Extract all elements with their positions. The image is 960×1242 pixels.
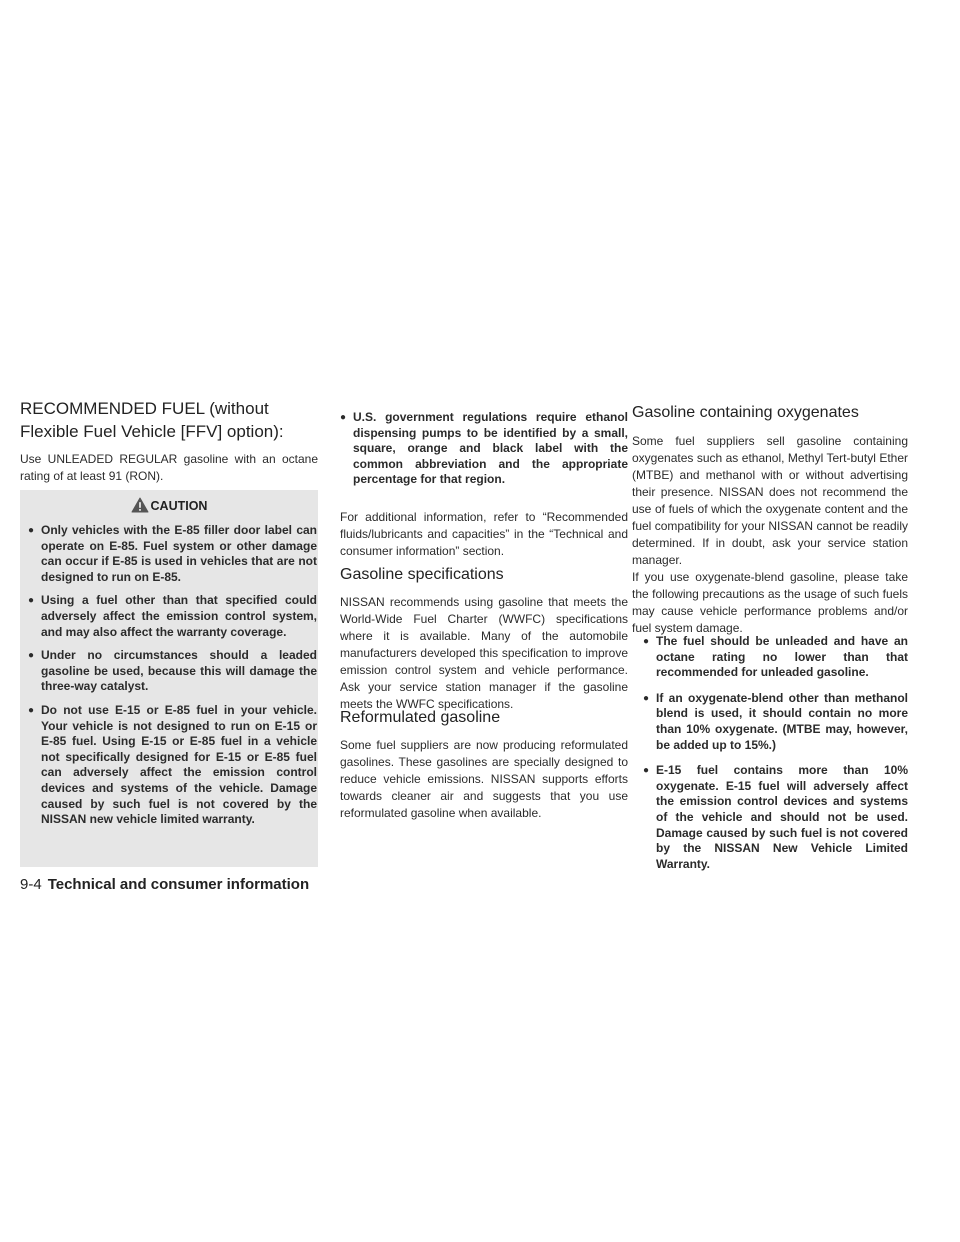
page-number: 9-4 xyxy=(20,876,42,893)
list-item: ● E-15 fuel contains more than 10% oxygenate. E-15 fuel will adversely affect the emission control devices and systems of the vehicle and should not be used. Damage caused by such fuel is not covered by the NISSAN New Vehicle Limited Warranty. xyxy=(643,763,908,872)
list-item: ● The fuel should be unleaded and have an octane rating no lower than that recommended for unleaded gasoline. xyxy=(643,634,908,681)
reformulated-paragraph: Some fuel suppliers are now producing reformulated gasolines. These gasolines are specially designed to reduce vehicle emissions. NISSAN supports efforts towards cleaner air and suggests that you use reformulated gasoline when available. xyxy=(340,738,628,820)
specifications-paragraph: NISSAN recommends using gasoline that meets the World-Wide Fuel Charter (WWFC) specifications where it is available. Many of the automobile manufacturers developed this specification to improve emission control system and vehicle performance. Ask your service station manager if the gasoline meets the WWFC specifications. xyxy=(340,595,628,711)
heading-gasoline-oxygenates: Gasoline containing oxygenates xyxy=(632,404,859,421)
section-heading-recommended-fuel xyxy=(20,397,284,443)
list-item: ● Only vehicles with the E-85 filler door label can operate on E-85. Fuel system or other damage can occur if E-85 is used in vehicles that are not designed to run on E-85. xyxy=(28,523,317,585)
list-item: ● Do not use E-15 or E-85 fuel in your vehicle. Your vehicle is not designed to run on E-15 or E-85 fuel. Using E-15 or E-85 fuel in a vehicle not specifically designed for E-15 or E-85 fuel can adversely affect the emission control devices and systems of the vehicle. Damage caused by such fuel is not covered by the NISSAN new vehicle limited warranty. xyxy=(28,703,317,828)
page-footer xyxy=(20,876,309,893)
list-item: ● U.S. government regulations require ethanol dispensing pumps to be identified by a small, square, orange and black label with the common abbreviation and the appropriate percentage for that region. xyxy=(340,410,628,488)
heading-line-2: Flexible Fuel Vehicle [FFV] option): xyxy=(20,422,284,441)
list-item: ● If an oxygenate-blend other than methanol blend is used, it should contain no more than 10% oxygenate. (MTBE may, however, be added up to 15%.) xyxy=(643,691,908,753)
additional-info-paragraph: For additional information, refer to “Recommended fluids/lubricants and capacities” in the “Technical and consumer information” section. xyxy=(340,510,628,558)
heading-line-1: RECOMMENDED FUEL (without xyxy=(20,399,269,418)
list-item: ● Using a fuel other than that specified could adversely affect the emission control system, and may also affect the warranty coverage. xyxy=(28,593,317,640)
oxygenates-paragraph-2: If you use oxygenate-blend gasoline, please take the following precautions as the usage of such fuels may cause vehicle performance problems and/or fuel system damage. xyxy=(632,570,908,635)
precautions-list xyxy=(643,634,908,872)
caution-box xyxy=(20,490,318,867)
list-item: ● Under no circumstances should a leaded gasoline be used, because this will damage the three-way catalyst. xyxy=(28,648,317,695)
regulation-list xyxy=(340,410,628,488)
heading-gasoline-specifications: Gasoline specifications xyxy=(340,566,504,583)
heading-reformulated-gasoline: Reformulated gasoline xyxy=(340,709,501,726)
caution-list xyxy=(28,523,317,828)
warning-triangle-icon xyxy=(131,497,149,513)
section-name: Technical and consumer information xyxy=(47,876,310,893)
caution-title: CAUTION xyxy=(20,497,318,513)
intro-paragraph: Use UNLEADED REGULAR gasoline with an octane rating of at least 91 (RON). xyxy=(20,452,318,483)
oxygenates-paragraph-1: Some fuel suppliers sell gasoline containing oxygenates such as ethanol, Methyl Tert-butyl Ether (MTBE) and methanol with or without advertising their presence. NISSAN does not recommend the use of fuels of which the oxygenate content and the fuel compatibility for your NISSAN cannot be readily determined. If in doubt, ask your service station manager. xyxy=(632,434,908,567)
